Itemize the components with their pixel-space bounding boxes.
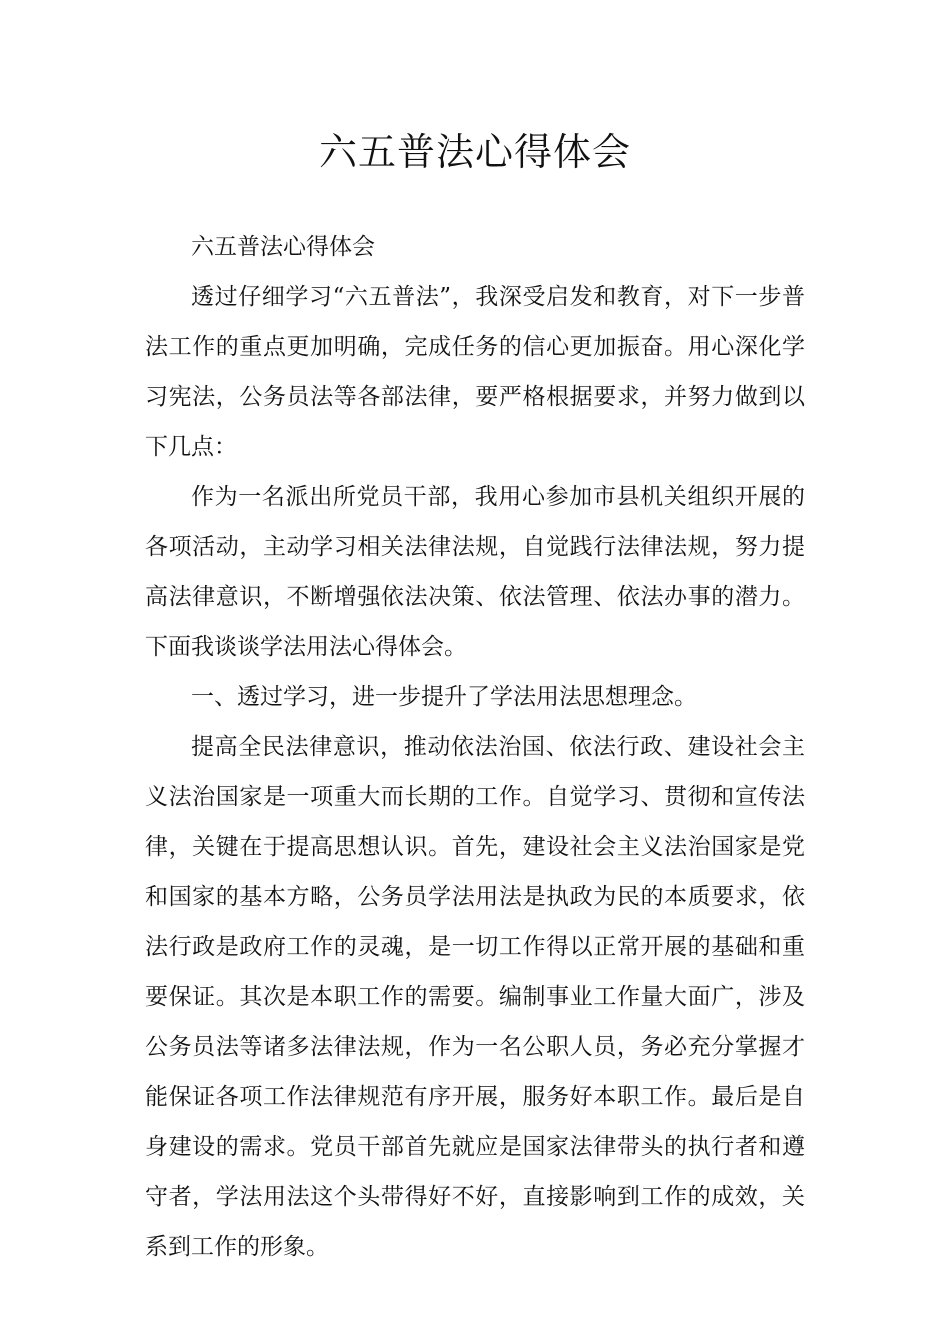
paragraph-intro: 透过仔细学习“六五普法”，我深受启发和教育，对下一步普法工作的重点更加明确，完成任务的信心更加振奋。用心深化学习宪法，公务员法等各部法律，要严格根据要求，并努力做到以下几点：: [145, 284, 805, 460]
paragraph-section-body: 提高全民法律意识，推动依法治国、依法行政、建设社会主义法治国家是一项重大而长期的工作。自觉学习、贯彻和宣传法律，关键在于提高思想认识。首先，建设社会主义法治国家是党和国家的基本方略，公务员学法用法是执政为民的本质要求，依法行政是政府工作的灵魂，是一切工作得以正常开展的基础和重要保证。其次是本职工作的需要。编制事业工作量大面广，涉及公务员法等诸多法律法规，作为一名公职人员，务必充分掌握才能保证各项工作法律规范有序开展，服务好本职工作。最后是自身建设的需求。党员干部首先就应是国家法律带头的执行者和遵守者，学法用法这个头带得好不好，直接影响到工作的成效，关系到工作的形象。: [145, 734, 805, 1260]
paragraph-subtitle: 六五普法心得体会: [191, 234, 375, 260]
document-title: 六五普法心得体会: [318, 130, 631, 174]
paragraph-section-heading: 一、透过学习，进一步提升了学法用法思想理念。: [191, 684, 697, 710]
paragraph-personal: 作为一名派出所党员干部，我用心参加市县机关组织开展的各项活动，主动学习相关法律法规，自觉践行法律法规，努力提高法律意识，不断增强依法决策、依法管理、依法办事的潜力。下面我谈谈学法用法心得体会。: [145, 484, 805, 660]
document-body: [145, 222, 805, 1272]
